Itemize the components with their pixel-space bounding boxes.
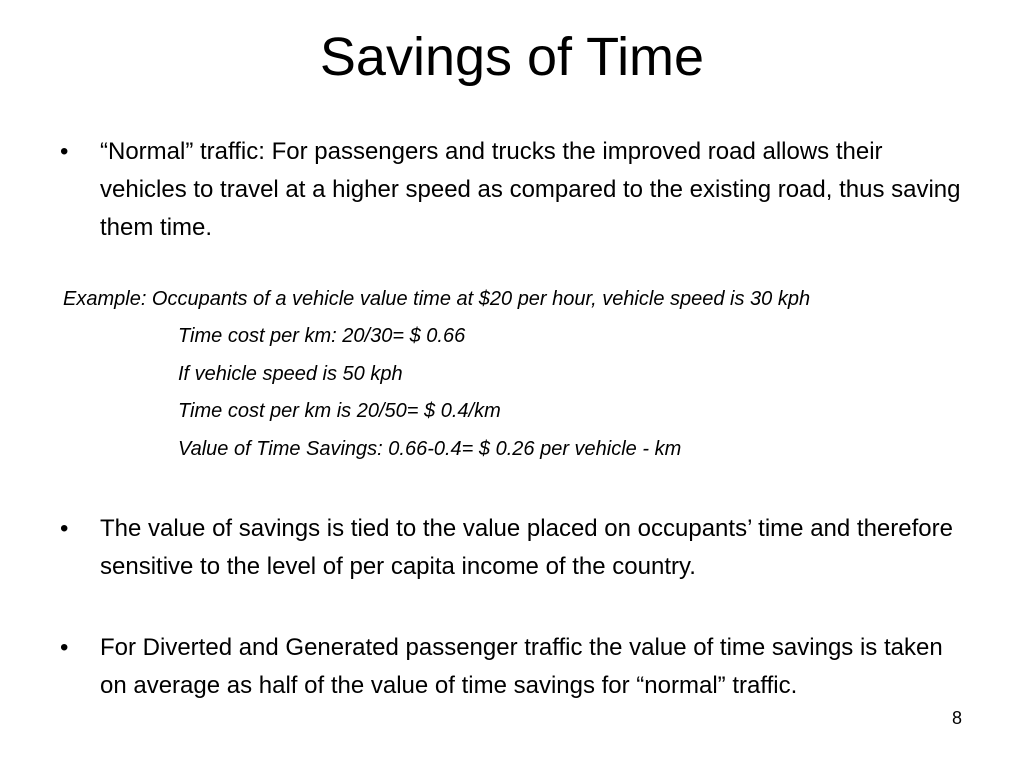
bullet-text: For Diverted and Generated passenger traffic the value of time savings is taken on average as half of the value of time savings for “normal” traffic. bbox=[100, 634, 943, 699]
bullet-item-value-of-savings bbox=[60, 510, 970, 586]
bullet-item-diverted-generated bbox=[60, 629, 970, 705]
bullet-marker: • bbox=[60, 634, 69, 661]
slide-title: Savings of Time bbox=[319, 27, 705, 87]
bullet-marker: • bbox=[60, 515, 69, 542]
bullet-text: The value of savings is tied to the value placed on occupants’ time and therefore sensitive to the level of per capita income of the country. bbox=[100, 515, 953, 580]
example-intro: Example: Occupants of a vehicle value time at $20 per hour, vehicle speed is 30 kph bbox=[63, 288, 811, 310]
example-line: Time cost per km: 20/30= $ 0.66 bbox=[178, 325, 466, 347]
example-line: If vehicle speed is 50 kph bbox=[178, 363, 403, 385]
example-line: Time cost per km is 20/50= $ 0.4/km bbox=[178, 400, 501, 422]
bullet-text: “Normal” traffic: For passengers and trucks the improved road allows their vehicles to travel at a higher speed as compared to the existing road, thus saving them time. bbox=[100, 138, 961, 241]
page-number: 8 bbox=[951, 708, 962, 728]
example-line: Value of Time Savings: 0.66-0.4= $ 0.26 per vehicle - km bbox=[178, 438, 682, 460]
bullet-item-normal-traffic bbox=[60, 133, 970, 247]
bullet-marker: • bbox=[60, 138, 69, 165]
